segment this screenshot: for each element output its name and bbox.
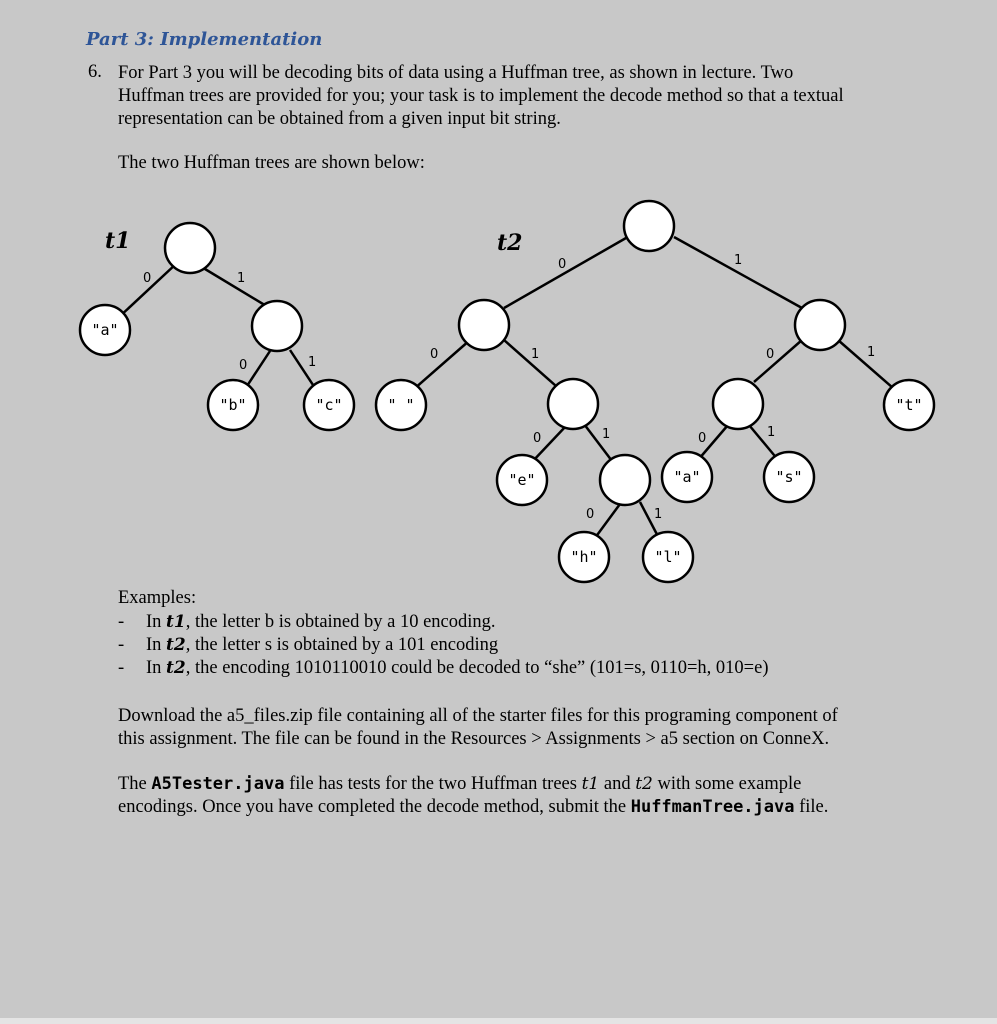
tree-ref: t2 <box>166 635 186 655</box>
edge-label: 1 <box>867 345 876 360</box>
example-item <box>118 634 768 657</box>
tester-text: encodings. Once you have completed the decode method, submit the <box>118 797 631 817</box>
leaf-label: "h" <box>570 548 598 566</box>
download-paragraph <box>118 705 838 751</box>
leaf-label: "e" <box>508 471 536 489</box>
edge-label: 0 <box>533 431 542 446</box>
edge-label: 0 <box>766 347 775 362</box>
example-text: In <box>146 612 167 632</box>
example-text: , the letter b is obtained by a 10 encoding. <box>185 612 496 632</box>
intro-line: Huffman trees are provided for you; your task is to implement the decode method so that a textual <box>118 86 844 106</box>
edge-label: 1 <box>654 507 663 522</box>
tree-edge <box>674 237 802 308</box>
edge-label: 1 <box>602 427 611 442</box>
tree-t2 <box>376 201 934 582</box>
tree-edge <box>838 340 893 388</box>
tester-text: The <box>118 774 152 794</box>
tree-node <box>624 201 674 251</box>
tree-edge <box>247 351 270 386</box>
edge-label: 0 <box>586 507 595 522</box>
example-text: In <box>146 658 167 678</box>
tree-node <box>165 223 215 273</box>
tree-ref: t1 <box>581 774 600 794</box>
example-item <box>118 611 768 634</box>
leaf-label: "t" <box>895 396 923 414</box>
example-text: , the letter s is obtained by a 101 encoding <box>185 635 499 655</box>
bottom-edge <box>0 1018 997 1024</box>
edge-label: 0 <box>698 431 707 446</box>
trees-intro: The two Huffman trees are shown below: <box>118 153 425 173</box>
example-item <box>118 657 768 680</box>
edge-label: 1 <box>237 271 246 286</box>
intro-line: For Part 3 you will be decoding bits of data using a Huffman tree, as shown in lecture. Two <box>118 63 794 83</box>
edge-label: 1 <box>734 253 743 268</box>
leaf-label: "l" <box>654 548 682 566</box>
tree-ref: t2 <box>166 658 186 678</box>
tree-ref: t1 <box>166 612 186 632</box>
leaf-label: " " <box>387 396 415 414</box>
tree-node <box>548 379 598 429</box>
bullet-dash: - <box>118 658 125 678</box>
tester-text: and <box>599 774 636 794</box>
edge-label: 0 <box>558 257 567 272</box>
examples-list <box>118 611 768 680</box>
tree-edge <box>504 340 556 386</box>
tester-line <box>118 773 828 796</box>
edge-label: 1 <box>308 355 317 370</box>
tree-ref: t2 <box>635 774 653 794</box>
tester-paragraph <box>118 773 828 819</box>
tree-t1-label: t1 <box>105 228 131 254</box>
download-line: Download the a5_files.zip file containing all of the starter files for this programing component of <box>118 706 838 726</box>
tester-file-name: A5Tester.java <box>151 774 285 794</box>
leaf-label: "c" <box>315 396 343 414</box>
tree-edge <box>200 266 268 307</box>
tester-text: file has tests for the two Huffman trees <box>284 774 582 794</box>
tree-node <box>252 301 302 351</box>
bullet-dash: - <box>118 635 125 655</box>
example-text: In <box>146 635 167 655</box>
tree-edge <box>754 340 802 382</box>
example-text: , the encoding 1010110010 could be decoded to “she” (101=s, 0110=h, 010=e) <box>185 658 769 678</box>
leaf-label: "b" <box>219 396 247 414</box>
tester-text: with some example <box>652 774 802 794</box>
tree-t2-label: t2 <box>497 230 523 256</box>
tree-node <box>795 300 845 350</box>
edge-label: 1 <box>767 425 776 440</box>
submit-file-name: HuffmanTree.java <box>630 797 795 817</box>
tester-text: file. <box>794 797 829 817</box>
leaf-label: "s" <box>775 468 803 486</box>
tree-t1 <box>80 223 354 430</box>
tree-node <box>600 455 650 505</box>
tree-edge <box>414 340 470 389</box>
tester-line <box>118 796 828 819</box>
section-heading: Part 3: Implementation <box>86 29 323 50</box>
leaf-label: "a" <box>91 321 119 339</box>
question-number: 6. <box>88 62 102 82</box>
tree-node <box>713 379 763 429</box>
edge-label: 0 <box>143 271 152 286</box>
edge-label: 0 <box>239 358 248 373</box>
download-line: this assignment. The file can be found in the Resources > Assignments > a5 section on ConneX. <box>118 729 830 749</box>
edge-label: 0 <box>430 347 439 362</box>
intro-line: representation can be obtained from a given input bit string. <box>118 109 561 129</box>
examples-title: Examples: <box>118 588 197 608</box>
leaf-label: "a" <box>673 468 701 486</box>
tree-node <box>459 300 509 350</box>
edge-label: 1 <box>531 347 540 362</box>
bullet-dash: - <box>118 612 125 632</box>
